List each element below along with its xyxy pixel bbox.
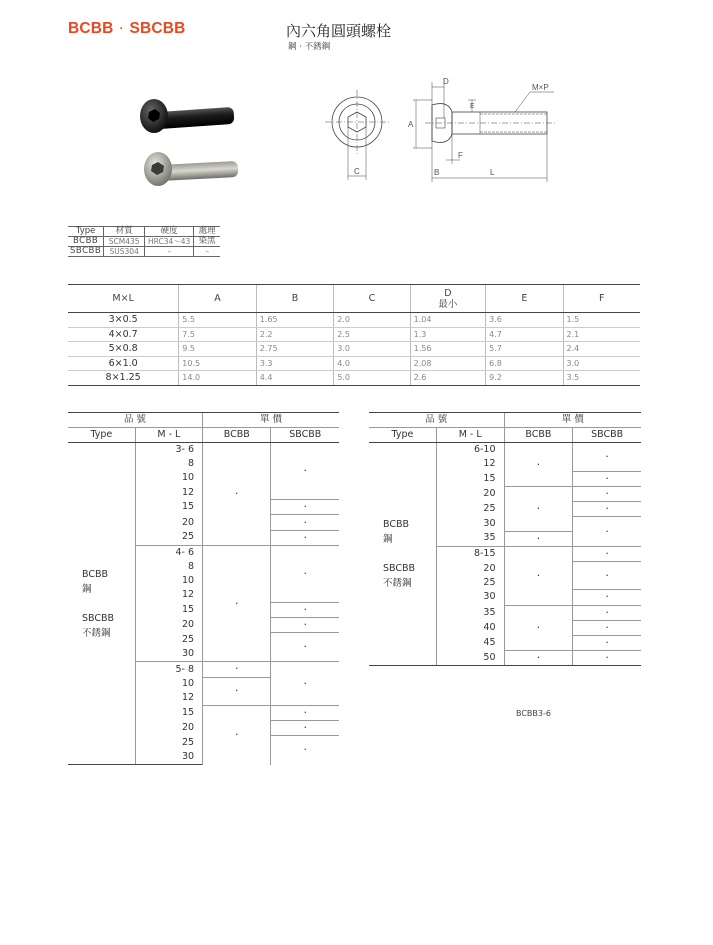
price-dot: · (605, 568, 609, 582)
size-cell: 20 (436, 487, 504, 502)
type-type-line2: 鋼 (383, 534, 393, 546)
dim-label-a: A (408, 120, 414, 129)
material-col-type: Type (68, 227, 104, 237)
table-cell: 2.75 (256, 342, 333, 357)
col-ml: M - L (135, 428, 202, 443)
product-code-sbcbb: SBCBB (129, 20, 186, 37)
row-size: 3×0.5 (68, 313, 179, 328)
price-dot: · (235, 486, 239, 500)
table-cell: SUS304 (104, 247, 145, 257)
material-col-hardness: 硬度 (145, 227, 194, 237)
price-dot: · (605, 590, 609, 604)
size-cell: 8 (135, 560, 202, 574)
size-cell: 35 (436, 531, 504, 546)
size-cell: 30 (436, 517, 504, 531)
price-dot: · (303, 530, 307, 544)
type-type-line4: 不銹鋼 (383, 578, 412, 590)
group-part-number: 品 號 (369, 413, 504, 428)
code-separator: · (119, 22, 124, 35)
spacer (82, 597, 135, 611)
table-cell: 1.04 (410, 313, 485, 328)
table-cell: 2.5 (334, 327, 410, 342)
table-cell: 4.4 (256, 371, 333, 386)
material-header-row (68, 227, 220, 237)
price-dot: · (605, 449, 609, 463)
size-cell: 35 (436, 605, 504, 620)
price-dot: · (303, 500, 307, 514)
table-cell: 1.65 (256, 313, 333, 328)
price-dot: · (303, 603, 307, 617)
size-cell: 30 (135, 750, 202, 765)
sbcbb-price-cell (271, 500, 339, 515)
material-col-material: 材質 (104, 227, 145, 237)
col-sbcbb: SBCBB (271, 428, 339, 443)
sbcbb-price-cell (573, 620, 641, 635)
bolt-photo (128, 90, 246, 200)
size-cell: 10 (135, 677, 202, 691)
size-cell: 6-10 (436, 443, 504, 458)
dimension-header-row (68, 285, 640, 313)
type-cell (68, 443, 135, 765)
table-cell: 4.0 (334, 356, 410, 371)
table-row (68, 247, 220, 257)
sbcbb-price-cell (573, 487, 641, 502)
sbcbb-price-cell (271, 618, 339, 633)
col-bcbb: BCBB (203, 428, 271, 443)
table-cell: 6.8 (486, 356, 563, 371)
product-code (68, 20, 186, 38)
dim-label-l: L (490, 168, 495, 177)
dim-label-b: B (434, 168, 440, 177)
table-row (68, 342, 640, 357)
table-cell: 3.5 (563, 371, 640, 386)
price-group-header (369, 413, 641, 428)
table-cell: SBCBB (68, 247, 104, 257)
table-cell: 2.0 (334, 313, 410, 328)
dim-label-mp: M×P (532, 83, 549, 92)
dim-col-b: B (256, 285, 333, 313)
sbcbb-price-cell (271, 530, 339, 545)
price-dot: · (605, 546, 609, 560)
group-part-number: 品 號 (68, 413, 203, 428)
dim-col-ml: M×L (68, 285, 179, 313)
table-cell: 5.7 (486, 342, 563, 357)
sbcbb-price-cell (573, 635, 641, 650)
table-cell: 3.0 (334, 342, 410, 357)
size-cell: 10 (135, 471, 202, 485)
price-dot: · (605, 471, 609, 485)
table-cell: HRC34〜43 (145, 237, 194, 247)
table-cell: BCBB (68, 237, 104, 247)
dim-col-a: A (179, 285, 256, 313)
table-cell: 2.6 (410, 371, 485, 386)
table-cell: 2.2 (256, 327, 333, 342)
row-size: 8×1.25 (68, 371, 179, 386)
price-dot: · (605, 524, 609, 538)
table-cell: 2.4 (563, 342, 640, 357)
table-row (369, 443, 641, 458)
table-cell: SCM435 (104, 237, 145, 247)
sbcbb-price-cell (573, 590, 641, 605)
sbcbb-price-cell (573, 546, 641, 561)
bcbb-price-cell (203, 443, 271, 546)
table-cell: 5.5 (179, 313, 256, 328)
bcbb-price-cell (203, 705, 271, 764)
row-size: 4×0.7 (68, 327, 179, 342)
price-group-header (68, 413, 339, 428)
sbcbb-price-cell (573, 443, 641, 472)
dim-col-d-label: D (444, 287, 452, 299)
table-row (68, 313, 640, 328)
dim-col-d-note: 最小 (438, 298, 458, 310)
dim-col-d (410, 285, 485, 313)
page-code: BCBB3-6 (516, 709, 551, 718)
table-cell: 10.5 (179, 356, 256, 371)
type-type-line2: 鋼 (82, 583, 92, 595)
price-dot: · (536, 620, 541, 634)
price-dot: · (536, 457, 541, 471)
price-dot: · (303, 705, 307, 719)
col-bcbb: BCBB (504, 428, 573, 443)
table-row (68, 371, 640, 386)
sbcbb-price-cell (573, 605, 641, 620)
sbcbb-price-cell (271, 721, 339, 736)
price-dot: · (536, 568, 541, 582)
price-dot: · (605, 651, 609, 665)
col-type: Type (68, 428, 135, 443)
col-ml: M - L (436, 428, 504, 443)
size-cell: 25 (135, 633, 202, 647)
size-cell: 12 (135, 588, 202, 602)
price-dot: · (303, 743, 307, 757)
price-dot: · (536, 651, 541, 665)
price-dot: · (235, 684, 239, 698)
table-cell: 1.3 (410, 327, 485, 342)
price-dot: · (235, 728, 239, 742)
dim-label-d: D (443, 77, 449, 86)
table-cell: – (145, 247, 194, 257)
table-cell: 7.5 (179, 327, 256, 342)
size-cell: 10 (135, 574, 202, 588)
table-cell: 2.08 (410, 356, 485, 371)
page-title: 內六角圓頭螺栓 (286, 22, 392, 40)
table-cell: 9.5 (179, 342, 256, 357)
type-type-line1: BCBB (82, 568, 109, 580)
bcbb-price-cell (504, 443, 573, 487)
table-cell: 3.0 (563, 356, 640, 371)
sbcbb-price-cell (271, 545, 339, 602)
table-row (68, 237, 220, 247)
col-type: Type (369, 428, 436, 443)
size-cell: 3- 6 (135, 443, 202, 458)
table-cell: 1.56 (410, 342, 485, 357)
size-cell: 8-15 (436, 546, 504, 561)
size-cell: 4- 6 (135, 545, 202, 560)
black-bolt (140, 99, 235, 133)
price-dot: · (303, 515, 307, 529)
size-cell: 20 (135, 515, 202, 530)
row-size: 6×1.0 (68, 356, 179, 371)
sbcbb-price-cell (271, 736, 339, 765)
size-cell: 12 (135, 691, 202, 705)
price-dot: · (303, 676, 307, 690)
table-cell: 1.5 (563, 313, 640, 328)
table-row (68, 443, 339, 458)
table-cell: 2.1 (563, 327, 640, 342)
price-dot: · (235, 662, 239, 676)
dim-label-f: F (458, 151, 463, 160)
size-cell: 15 (135, 603, 202, 618)
size-cell: 25 (436, 576, 504, 590)
size-cell: 30 (436, 590, 504, 605)
size-cell: 5- 8 (135, 662, 202, 677)
table-cell: 14.0 (179, 371, 256, 386)
sbcbb-price-cell (573, 517, 641, 546)
sbcbb-price-cell (271, 705, 339, 720)
price-dot: · (605, 487, 609, 501)
dim-col-c: C (334, 285, 410, 313)
sbcbb-price-cell (271, 603, 339, 618)
type-cell (369, 443, 436, 666)
table-cell: 9.2 (486, 371, 563, 386)
size-cell: 25 (135, 530, 202, 545)
price-dot: · (605, 605, 609, 619)
bcbb-price-cell (203, 677, 271, 705)
sbcbb-price-cell (271, 443, 339, 500)
table-cell: 3.3 (256, 356, 333, 371)
price-dot: · (536, 501, 541, 515)
table-row (68, 356, 640, 371)
size-cell: 15 (135, 500, 202, 515)
size-cell: 45 (436, 635, 504, 650)
price-dot: · (303, 464, 307, 478)
sbcbb-price-cell (573, 502, 641, 517)
bcbb-price-cell (504, 531, 573, 546)
price-dot: · (536, 531, 541, 545)
material-table (68, 226, 220, 257)
table-cell: 染黑 (194, 237, 221, 247)
size-cell: 20 (135, 618, 202, 633)
sbcbb-price-cell (271, 633, 339, 662)
price-dot: · (605, 502, 609, 516)
group-unit-price: 單 價 (504, 413, 641, 428)
table-cell: 3.6 (486, 313, 563, 328)
price-table-right (369, 412, 641, 666)
size-cell: 30 (135, 647, 202, 662)
spacer (383, 547, 436, 561)
product-code-bcbb: BCBB (68, 20, 114, 37)
sbcbb-price-cell (271, 662, 339, 706)
dim-label-c: C (354, 167, 360, 176)
size-cell: 15 (436, 471, 504, 486)
sbcbb-price-cell (573, 651, 641, 666)
table-cell: – (194, 247, 221, 257)
type-type-line1: BCBB (383, 519, 410, 531)
size-cell: 15 (135, 705, 202, 720)
size-cell: 40 (436, 620, 504, 635)
size-cell: 20 (135, 721, 202, 736)
dim-label-e: E (470, 103, 475, 110)
table-cell: 5.0 (334, 371, 410, 386)
price-dot: · (605, 636, 609, 650)
price-dot: · (605, 620, 609, 634)
stainless-bolt (144, 152, 238, 186)
bcbb-price-cell (504, 651, 573, 666)
table-row (68, 327, 640, 342)
size-cell: 20 (436, 562, 504, 576)
group-unit-price: 單 價 (203, 413, 339, 428)
size-cell: 12 (135, 486, 202, 500)
table-cell: 4.7 (486, 327, 563, 342)
size-cell: 8 (135, 457, 202, 471)
price-table-left (68, 412, 339, 765)
sbcbb-price-cell (573, 471, 641, 486)
bcbb-price-cell (504, 546, 573, 605)
type-type-line4: 不銹鋼 (82, 627, 111, 639)
dimension-table (68, 284, 640, 386)
size-cell: 25 (436, 502, 504, 517)
bcbb-price-cell (203, 662, 271, 677)
size-cell: 25 (135, 736, 202, 750)
price-dot: · (303, 566, 307, 580)
dim-col-f: F (563, 285, 640, 313)
size-cell: 12 (436, 457, 504, 471)
bcbb-price-cell (203, 545, 271, 662)
sbcbb-price-cell (271, 515, 339, 530)
page-subtitle: 鋼 · 不銹鋼 (288, 42, 331, 52)
bcbb-price-cell (504, 605, 573, 651)
price-dot: · (303, 618, 307, 632)
price-dot: · (303, 721, 307, 735)
material-col-treatment: 處理 (194, 227, 221, 237)
type-type-line3: SBCBB (383, 563, 416, 575)
sbcbb-price-cell (573, 562, 641, 590)
type-type-line3: SBCBB (82, 612, 115, 624)
col-sbcbb: SBCBB (573, 428, 641, 443)
price-dot: · (303, 640, 307, 654)
size-cell: 50 (436, 651, 504, 666)
technical-drawing (320, 72, 560, 188)
price-column-header (369, 428, 641, 443)
price-dot: · (235, 596, 239, 610)
row-size: 5×0.8 (68, 342, 179, 357)
dim-col-e: E (486, 285, 563, 313)
price-column-header (68, 428, 339, 443)
bcbb-price-cell (504, 487, 573, 532)
